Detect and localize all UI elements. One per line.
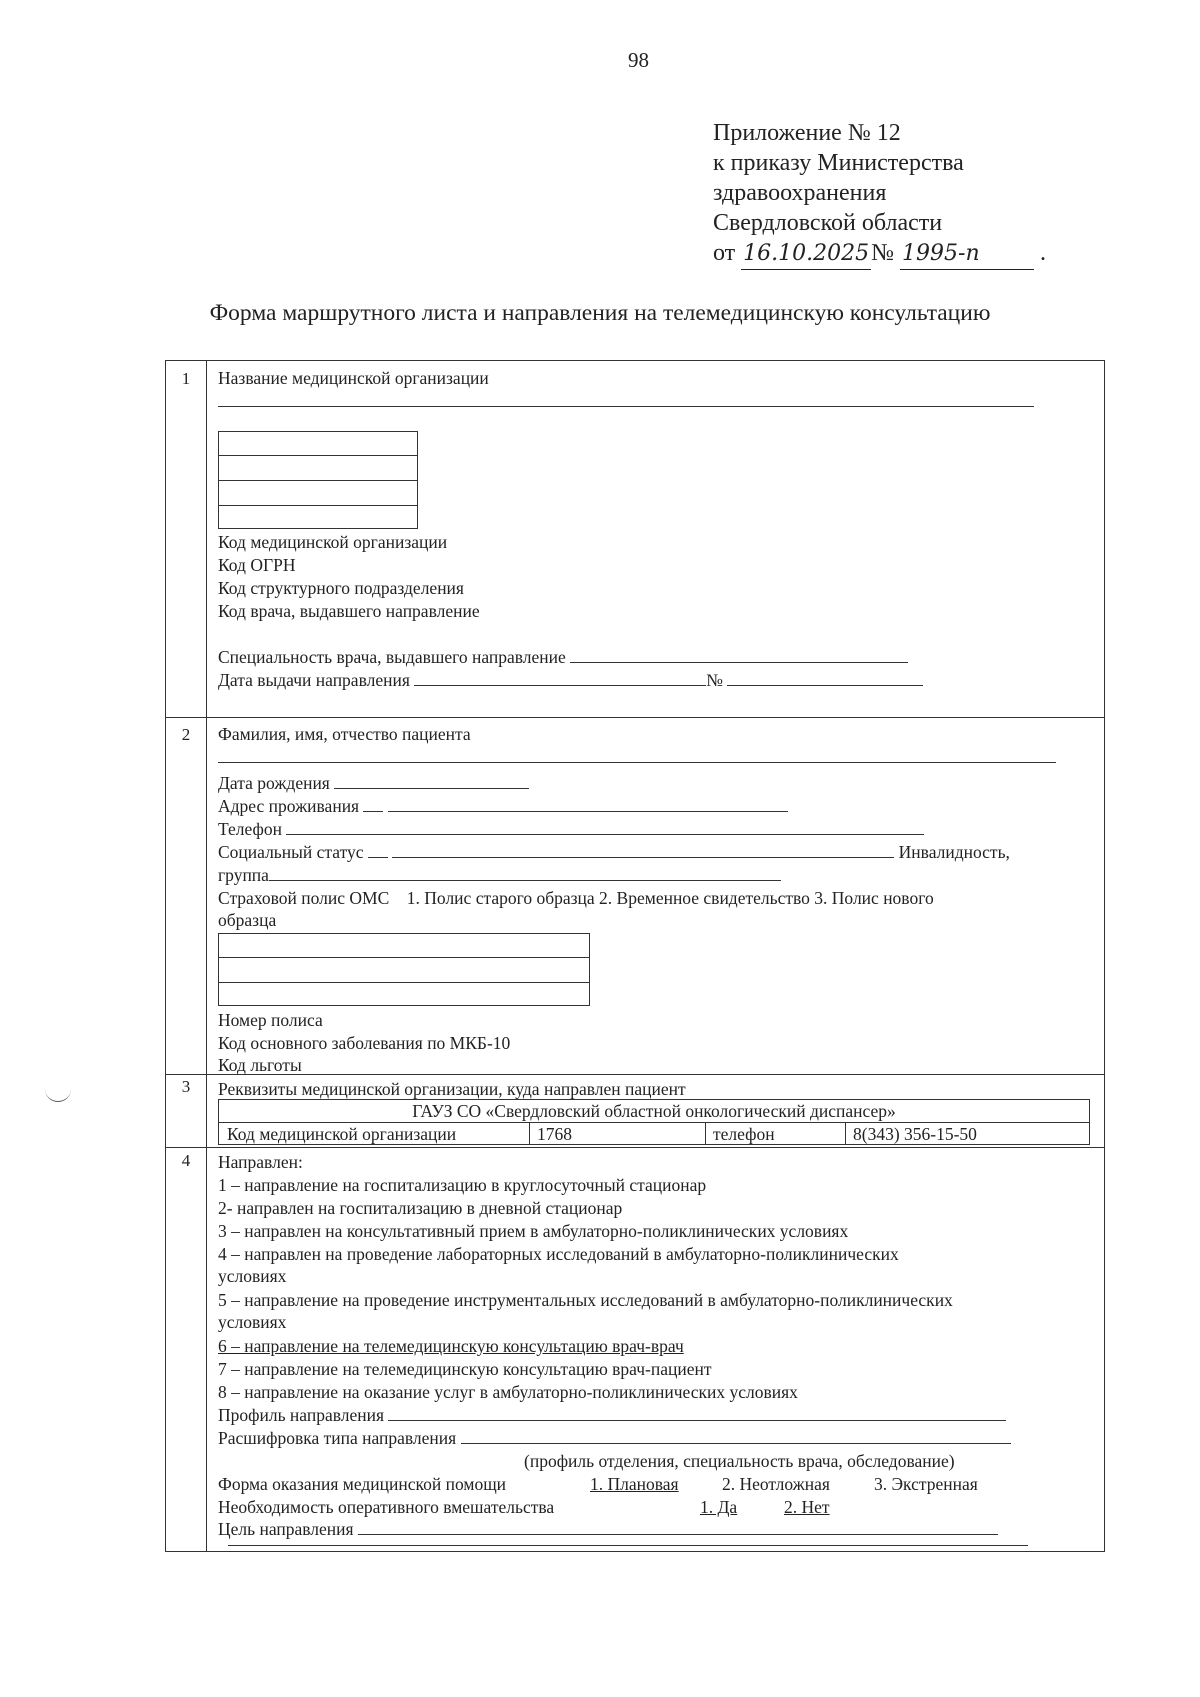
referral-option-1: 1 – направление на госпитализацию в круглосуточный стационар <box>218 1175 707 1195</box>
codes-grid-row[interactable] <box>219 432 417 455</box>
number-prefix: № <box>871 240 895 266</box>
issue-date-row <box>218 669 923 691</box>
type-label: Расшифровка типа направления <box>218 1428 457 1448</box>
destination-org-name: ГАУЗ СО «Свердловский областной онкологический диспансер» <box>412 1101 896 1121</box>
referral-option-7: 7 – направление на телемедицинскую консультацию врач-пациент <box>218 1359 712 1379</box>
policy-row <box>218 887 934 909</box>
codes-grid-row[interactable] <box>219 480 417 505</box>
policy-options: 1. Полис старого образца 2. Временное свидетельство 3. Полис нового <box>406 888 934 908</box>
from-prefix: от <box>713 240 736 266</box>
scan-mark <box>45 1085 71 1102</box>
destination-label: Реквизиты медицинской организации, куда направлен пациент <box>218 1079 686 1099</box>
referral-option-2: 2- направлен на госпитализацию в дневной стационар <box>218 1198 623 1218</box>
section-separator <box>166 1074 1104 1075</box>
phone-row <box>218 818 924 840</box>
social-label: Социальный статус <box>218 842 364 862</box>
address-row <box>218 795 788 817</box>
destination-code-value: 1768 <box>537 1124 572 1144</box>
care-form-option-1-selected: 1. Плановая <box>590 1474 679 1494</box>
policy-grid <box>218 933 590 1006</box>
care-form-option-2: 2. Неотложная <box>722 1474 830 1494</box>
page-number: 98 <box>628 48 649 72</box>
doctor-code-label: Код врача, выдавшего направление <box>218 601 480 621</box>
address-field-short[interactable] <box>363 795 383 812</box>
referral-option-8: 8 – направление на оказание услуг в амбулаторно-поликлинических условиях <box>218 1382 798 1402</box>
division-code-label: Код структурного подразделения <box>218 578 464 598</box>
birth-field[interactable] <box>334 772 529 789</box>
type-row <box>218 1427 1011 1449</box>
table-divider <box>705 1123 706 1144</box>
destination-row <box>219 1122 1089 1144</box>
appendix-line-4: Свердловской области <box>713 210 943 236</box>
referral-option-5: 5 – направление на проведение инструментальных исследований в амбулаторно-поликлинических <box>218 1290 953 1310</box>
referral-option-4: 4 – направлен на проведение лабораторных исследований в амбулаторно-поликлинических <box>218 1244 899 1264</box>
ogrn-label: Код ОГРН <box>218 555 296 575</box>
purpose-line-2[interactable] <box>228 1545 1028 1546</box>
benefit-label: Код льготы <box>218 1055 302 1075</box>
address-label: Адрес проживания <box>218 796 360 816</box>
destination-phone-value: 8(343) 356-15-50 <box>853 1124 977 1144</box>
issue-number-label: № <box>706 670 723 690</box>
urgent-yes: 1. Да <box>700 1497 738 1517</box>
org-name-label: Название медицинской организации <box>218 368 489 388</box>
org-name-line[interactable] <box>218 406 1034 407</box>
referral-option-3: 3 – направлен на консультативный прием в амбулаторно-поликлинических условиях <box>218 1221 849 1241</box>
care-form-label: Форма оказания медицинской помощи <box>218 1474 507 1494</box>
type-field[interactable] <box>461 1427 1011 1444</box>
destination-table <box>218 1099 1090 1145</box>
patient-fio-line[interactable] <box>218 762 1056 763</box>
section-separator <box>166 717 1104 718</box>
social-field-short[interactable] <box>368 841 388 858</box>
referral-option-6-selected: 6 – направление на телемедицинскую консультацию врач-врач <box>218 1336 684 1356</box>
purpose-row <box>218 1518 998 1540</box>
handwritten-date: 16.10.2025 <box>741 239 871 270</box>
appendix-line-3: здравоохранения <box>713 180 887 206</box>
policy-label: Страховой полис ОМС <box>218 888 390 908</box>
birth-label: Дата рождения <box>218 773 330 793</box>
social-field[interactable] <box>392 841 894 858</box>
group-field[interactable] <box>269 864 781 881</box>
referral-label: Направлен: <box>218 1152 303 1172</box>
dot: . <box>1040 240 1047 266</box>
appendix-header <box>713 118 1046 270</box>
specialty-label: Специальность врача, выдавшего направление <box>218 647 566 667</box>
org-code-label: Код медицинской организации <box>218 532 448 552</box>
phone-field[interactable] <box>286 818 924 835</box>
social-row <box>218 841 1010 863</box>
document-title: Форма маршрутного листа и направления на телемедицинскую консультацию <box>209 300 991 326</box>
routing-form <box>165 360 1105 1552</box>
destination-phone-label: телефон <box>713 1124 775 1144</box>
codes-grid-row[interactable] <box>219 505 417 529</box>
group-row <box>218 864 781 886</box>
table-divider <box>529 1123 530 1144</box>
purpose-field[interactable] <box>358 1518 998 1535</box>
profile-label: Профиль направления <box>218 1405 385 1425</box>
codes-grid-row[interactable] <box>219 455 417 480</box>
care-form-option-3: 3. Экстренная <box>874 1474 978 1494</box>
disability-label: Инвалидность, <box>898 842 1010 862</box>
issue-date-label: Дата выдачи направления <box>218 670 410 690</box>
appendix-line-5 <box>713 238 1046 270</box>
urgent-label: Необходимость оперативного вмешательства <box>218 1497 555 1517</box>
address-field[interactable] <box>388 795 788 812</box>
codes-grid <box>218 431 418 529</box>
referral-option-5-cont: условиях <box>218 1312 287 1332</box>
policy-number-label: Номер полиса <box>218 1010 323 1030</box>
patient-fio-label: Фамилия, имя, отчество пациента <box>218 724 471 744</box>
appendix-line-2: к приказу Министерства <box>713 150 964 176</box>
issue-number-field[interactable] <box>727 669 923 686</box>
issue-date-field[interactable] <box>414 669 706 686</box>
section-4-number: 4 <box>181 1151 191 1170</box>
mkb-label: Код основного заболевания по МКБ-10 <box>218 1033 511 1053</box>
appendix-line-1: Приложение № 12 <box>713 120 901 146</box>
handwritten-number: 1995-п <box>900 239 1034 270</box>
policy-options-cont: образца <box>218 910 277 930</box>
policy-grid-row[interactable] <box>219 982 589 1007</box>
profile-field[interactable] <box>388 1404 1006 1421</box>
specialty-field[interactable] <box>570 646 908 663</box>
section-3-number: 3 <box>181 1077 191 1096</box>
policy-grid-row[interactable] <box>219 934 589 957</box>
group-label: группа <box>218 865 269 885</box>
purpose-label: Цель направления <box>218 1519 354 1539</box>
policy-grid-row[interactable] <box>219 957 589 982</box>
number-column-divider <box>206 361 207 1551</box>
table-divider <box>845 1123 846 1144</box>
section-separator <box>166 1147 1104 1148</box>
specialty-row <box>218 646 908 668</box>
section-2-number: 2 <box>181 725 191 744</box>
section-1-number: 1 <box>181 369 191 388</box>
destination-code-label: Код медицинской организации <box>227 1124 457 1144</box>
type-hint: (профиль отделения, специальность врача, обследование) <box>524 1451 955 1471</box>
profile-row <box>218 1404 1006 1426</box>
referral-option-4-cont: условиях <box>218 1266 287 1286</box>
phone-label: Телефон <box>218 819 282 839</box>
urgent-no: 2. Нет <box>784 1497 830 1517</box>
birth-row <box>218 772 529 794</box>
